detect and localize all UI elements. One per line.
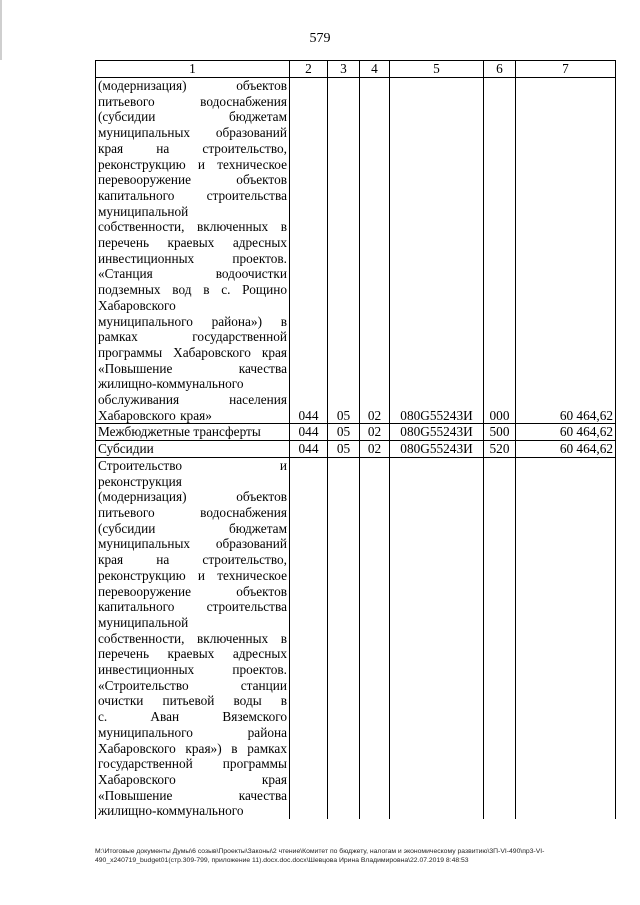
row3-col3: 05 (328, 441, 360, 458)
row2-description: Межбюджетные трансферты (96, 424, 290, 441)
col-header-4: 4 (360, 61, 390, 78)
desc-line: (субсидии бюджетам (98, 109, 287, 125)
row2-col3: 05 (328, 424, 360, 441)
file-path-footer (95, 847, 615, 865)
desc-line: реконструкцию и техническое (98, 156, 287, 172)
desc-line: края на строительство, (98, 140, 287, 156)
row3-amount: 60 464,62 (516, 441, 616, 458)
row2-amount: 60 464,62 (516, 424, 616, 441)
desc-line: «Повышение качества (98, 787, 287, 803)
row4-col2 (290, 457, 328, 819)
desc-line: муниципального района») в (98, 313, 287, 329)
row2-col4: 02 (360, 424, 390, 441)
row2-col5: 080G55243И (390, 424, 484, 441)
col-header-1: 1 (96, 61, 290, 78)
page-number: 579 (309, 31, 331, 46)
desc-line: перевооружение объектов (98, 583, 287, 599)
col-header-5: 5 (390, 61, 484, 78)
desc-line: муниципального района (98, 724, 287, 740)
row3-col2: 044 (290, 441, 328, 458)
desc-line: инвестиционных проектов. (98, 662, 287, 678)
desc-line: муниципальных образований (98, 125, 287, 141)
col-header-3: 3 (328, 61, 360, 78)
footer-line-1: M:\Итоговые документы Думы\6 созыв\Проекты\Законы\2 чтение\Комитет по бюджету, налогам и экономическому развитию\3П-VI-490\пр3-VI- (95, 848, 545, 855)
desc-line: реконструкцию и техническое (98, 567, 287, 583)
desc-line: жилищно-коммунального (98, 376, 244, 392)
desc-line: собственности, включенных в (98, 219, 287, 235)
row1-col4: 02 (360, 78, 390, 424)
table-row (96, 424, 616, 441)
row4-col5 (390, 457, 484, 819)
desc-line: с. Аван Вяземского (98, 709, 287, 725)
desc-line: муниципальной (98, 203, 189, 219)
desc-line: государственной программы (98, 756, 287, 772)
table-row (96, 441, 616, 458)
row3-description: Субсидии (96, 441, 290, 458)
row3-col6: 520 (484, 441, 516, 458)
row4-col3 (328, 457, 360, 819)
desc-line: «Станция водоочистки (98, 266, 287, 282)
desc-line: Хабаровского края») в рамках (98, 740, 287, 756)
desc-line: рамках государственной (98, 329, 287, 345)
desc-line: края на строительство, (98, 552, 287, 568)
row1-col5: 080G55243И (390, 78, 484, 424)
desc-line: реконструкция (98, 473, 182, 489)
row1-description (96, 78, 290, 424)
footer-line-2: 490_x240719_budget01(стр.309-799, приложение 11).docx.doc.docx\Шевцова Ирина Владимировна\22.07.2019 8:48:53 (95, 857, 469, 864)
row4-col7 (516, 457, 616, 819)
row4-col4 (360, 457, 390, 819)
desc-line: Хабаровского края (98, 771, 287, 787)
desc-line: (субсидии бюджетам (98, 520, 287, 536)
table-header-row (96, 61, 616, 78)
desc-line: «Строительство станции (98, 677, 287, 693)
desc-line: питьевого водоснабжения (98, 93, 287, 109)
desc-line: питьевого водоснабжения (98, 504, 287, 520)
scan-edge-mark (0, 0, 2, 60)
desc-line: «Повышение качества (98, 360, 287, 376)
desc-line: инвестиционных проектов. (98, 250, 287, 266)
row2-col6: 500 (484, 424, 516, 441)
table-row (96, 457, 616, 819)
row4-description (96, 457, 290, 819)
table-row (96, 78, 616, 424)
desc-line: (модернизация) объектов (98, 78, 287, 93)
desc-line: очистки питьевой воды в (98, 693, 287, 709)
desc-line: собственности, включенных в (98, 630, 287, 646)
desc-line: программы Хабаровского края (98, 344, 287, 360)
desc-line: подземных вод в с. Рощино (98, 282, 287, 298)
desc-line: (модернизация) объектов (98, 489, 287, 505)
desc-line: перевооружение объектов (98, 172, 287, 188)
desc-line: муниципальных образований (98, 536, 287, 552)
row2-col2: 044 (290, 424, 328, 441)
row1-col6: 000 (484, 78, 516, 424)
desc-line: муниципальной (98, 614, 189, 630)
col-header-2: 2 (290, 61, 328, 78)
desc-line: капитального строительства (98, 599, 287, 615)
desc-line: жилищно-коммунального (98, 803, 244, 819)
desc-line: Хабаровского края» (98, 407, 212, 423)
col-header-6: 6 (484, 61, 516, 78)
budget-table (95, 60, 616, 819)
col-header-7: 7 (516, 61, 616, 78)
row4-col6 (484, 457, 516, 819)
desc-line: перечень краевых адресных (98, 235, 287, 251)
desc-line: перечень краевых адресных (98, 646, 287, 662)
row1-col2: 044 (290, 78, 328, 424)
row1-amount: 60 464,62 (516, 78, 616, 424)
desc-line: капитального строительства (98, 187, 287, 203)
row3-col5: 080G55243И (390, 441, 484, 458)
row1-col3: 05 (328, 78, 360, 424)
row3-col4: 02 (360, 441, 390, 458)
desc-line: Хабаровского (98, 297, 176, 313)
desc-line: обслуживания населения (98, 392, 287, 408)
desc-line: Строительство и (98, 457, 287, 473)
